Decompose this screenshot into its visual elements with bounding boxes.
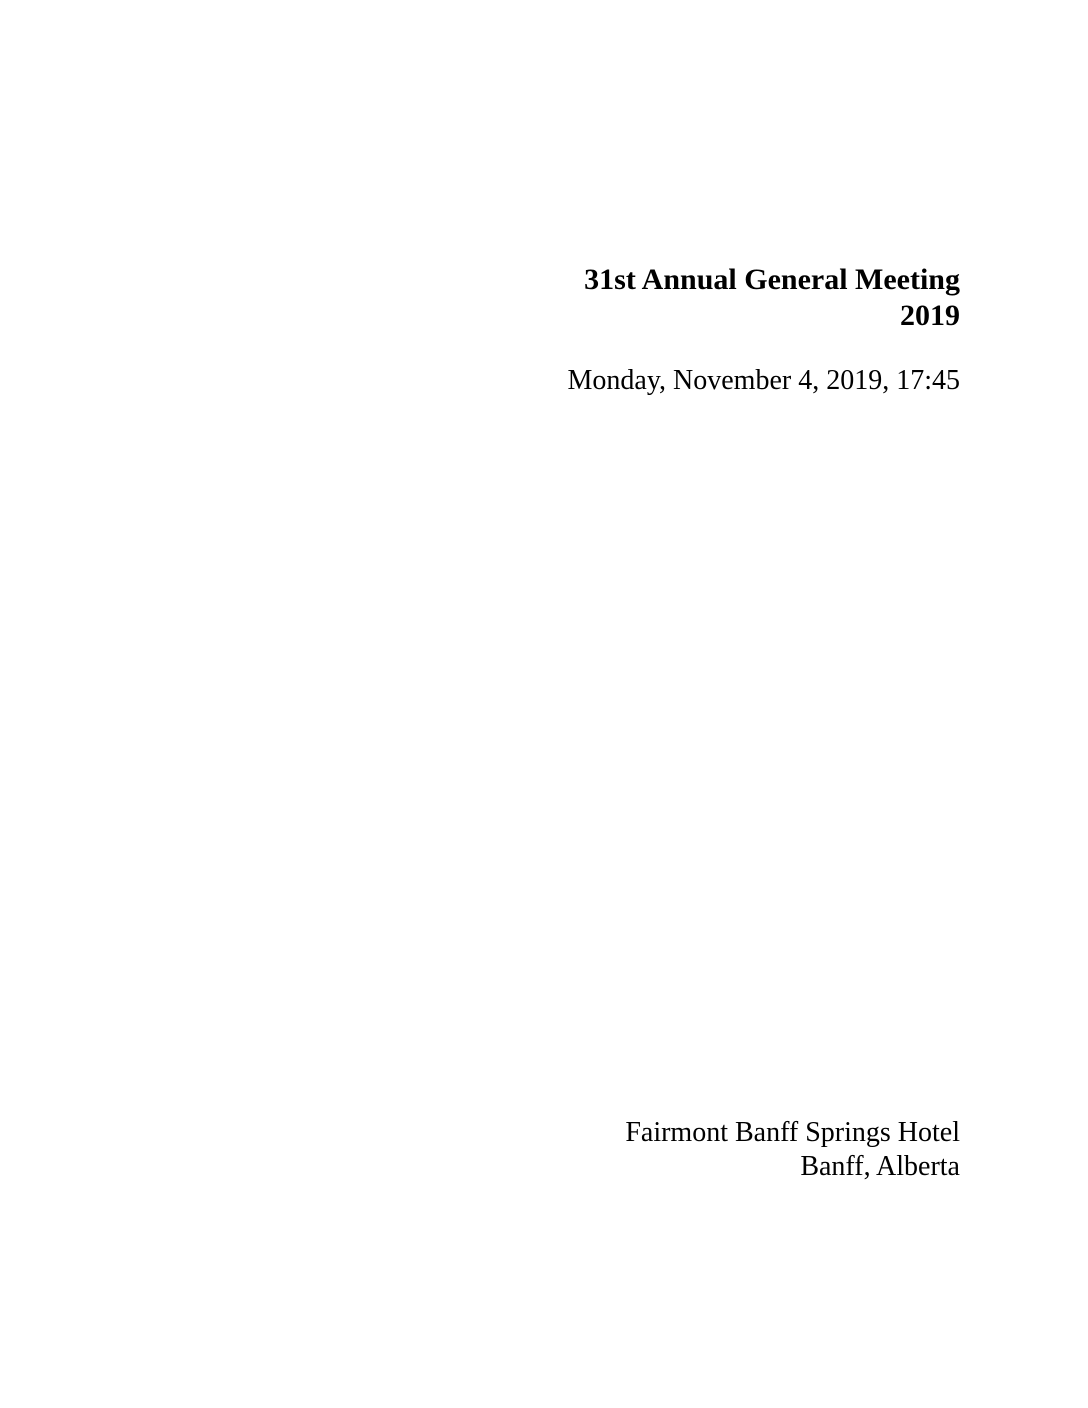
meeting-venue (625, 1116, 960, 1184)
meeting-title-line-2: 2019 (900, 299, 960, 332)
venue-name: Fairmont Banff Springs Hotel (625, 1117, 960, 1148)
venue-location: Banff, Alberta (800, 1151, 960, 1182)
meeting-title-line-1: 31st Annual General Meeting (584, 263, 960, 296)
meeting-datetime: Monday, November 4, 2019, 17:45 (567, 365, 960, 396)
meeting-title (584, 262, 960, 334)
